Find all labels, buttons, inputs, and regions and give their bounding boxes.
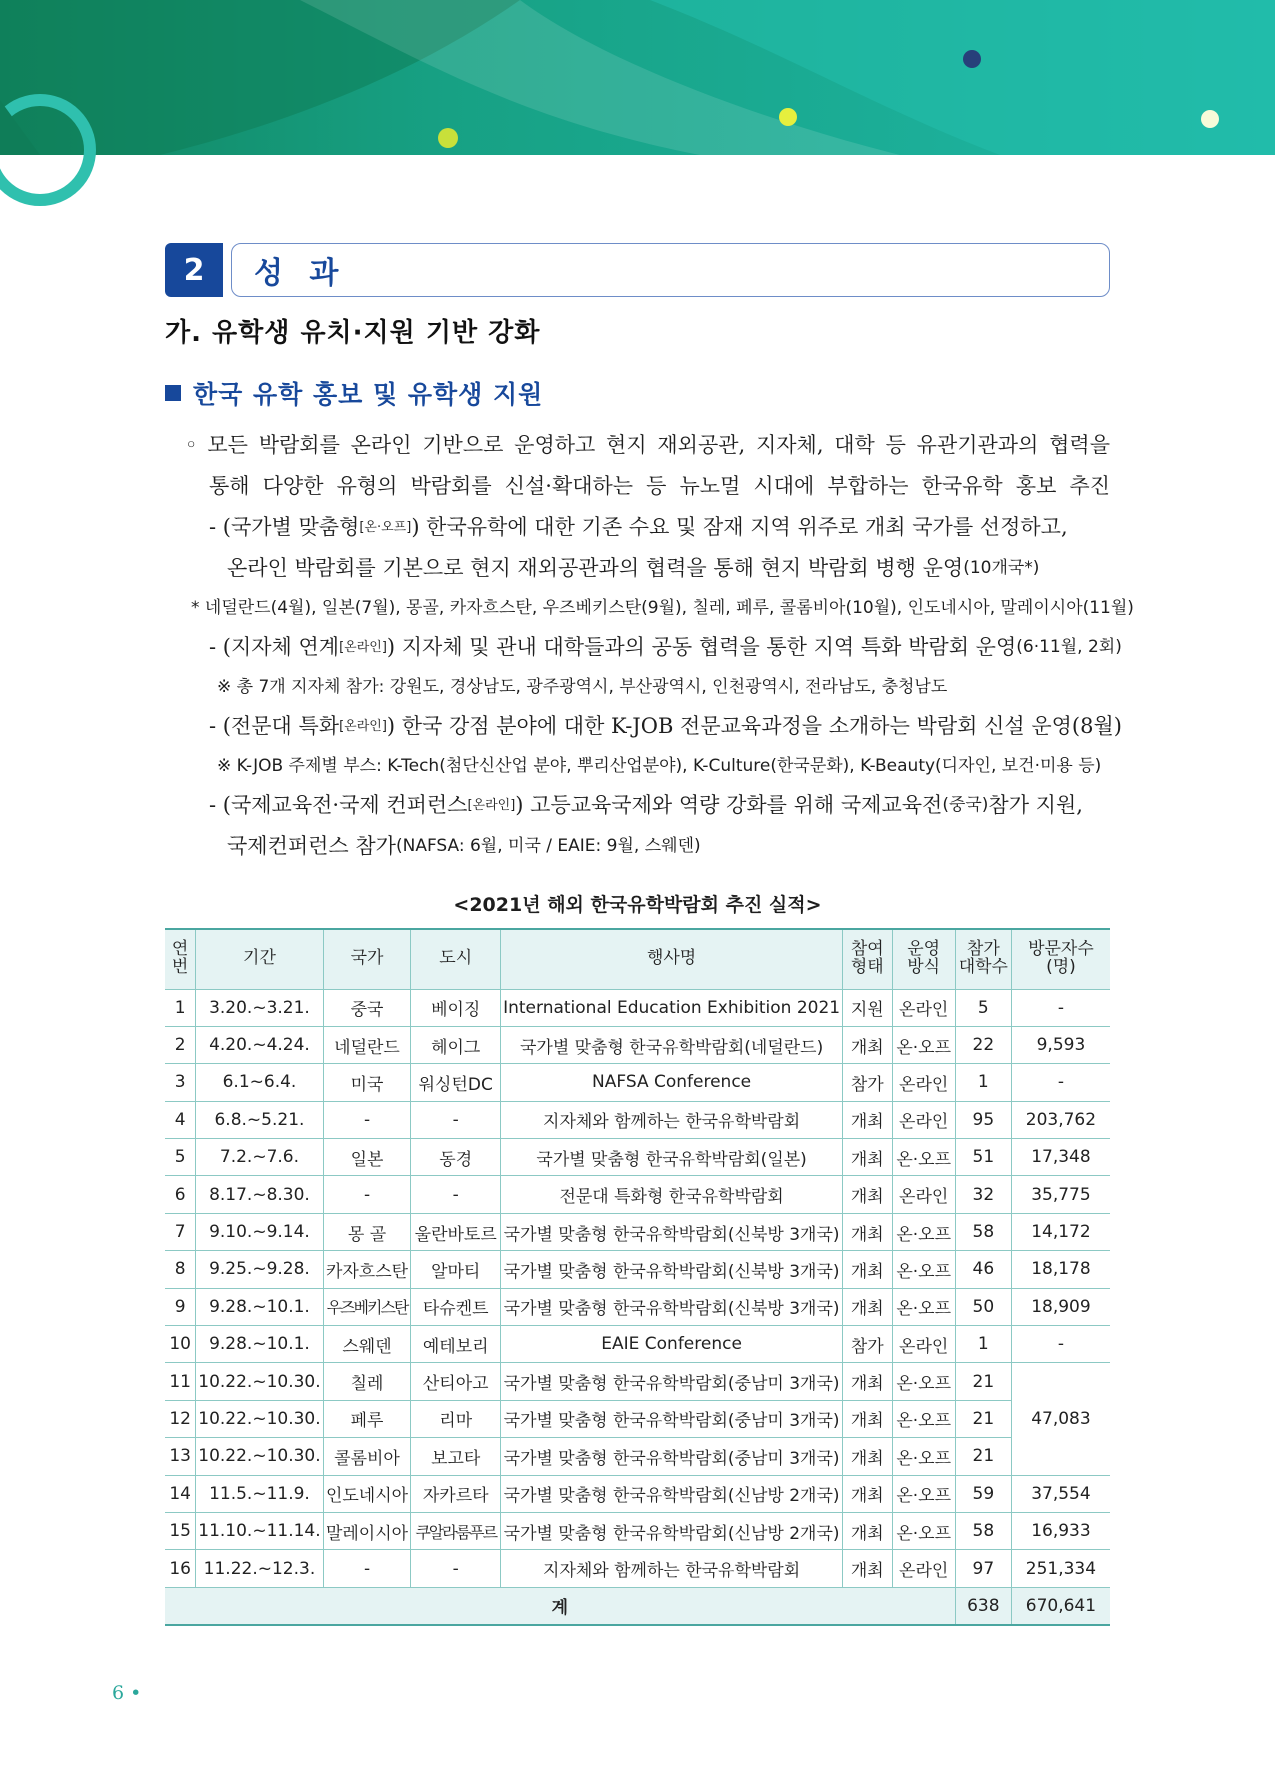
cell-mode: 온라인 (892, 1326, 955, 1363)
cell-period: 6.8.~5.21. (196, 1101, 323, 1138)
cell-period: 3.20.~3.21. (196, 989, 323, 1026)
topic-heading-text: 한국 유학 홍보 및 유학생 지원 (193, 380, 544, 409)
item-b-line-1 (185, 627, 1122, 668)
table-row (165, 1026, 1110, 1063)
item-b-note: ※ 총 7개 지자체 참가: 강원도, 경상남도, 광주광역시, 부산광역시, 인천광역시, 전라남도, 충청남도 (217, 677, 948, 697)
item-a-tag: [온·오프] (359, 520, 412, 535)
cell-type: 개최 (843, 1026, 892, 1063)
yellow-dot-icon (779, 108, 797, 126)
cell-country: - (323, 1176, 411, 1213)
cell-no: 11 (165, 1363, 196, 1400)
bullet-text-2: 통해 다양한 유형의 박람회를 신설·확대하는 등 뉴노멀 시대에 부합하는 한국유학 홍보 추진 (209, 474, 1110, 498)
cell-type: 개최 (843, 1400, 892, 1437)
col-header-period: 기간 (196, 929, 323, 989)
section-title-box (231, 243, 1110, 297)
cell-visitors: 18,909 (1011, 1288, 1110, 1325)
cell-visitors: 203,762 (1011, 1101, 1110, 1138)
cell-no: 7 (165, 1213, 196, 1250)
item-d-rest2: 참가 지원, (988, 793, 1083, 817)
table-row (165, 989, 1110, 1026)
cell-type: 개최 (843, 1475, 892, 1512)
subsection-heading: 가. 유학생 유치·지원 기반 강화 (165, 318, 541, 348)
item-c-lead: - (전문대 특화 (209, 714, 340, 738)
cell-no: 14 (165, 1475, 196, 1512)
cell-country: 미국 (323, 1064, 411, 1101)
cell-city: 알마티 (411, 1251, 501, 1288)
cell-city: - (411, 1176, 501, 1213)
table-row (165, 1176, 1110, 1213)
item-b-tag: [온라인] (339, 640, 387, 655)
cell-period: 7.2.~7.6. (196, 1139, 323, 1176)
cell-city: - (411, 1550, 501, 1587)
cell-univ: 22 (955, 1026, 1011, 1063)
col-header-univ: 참가 대학수 (955, 929, 1011, 989)
item-d-line-1 (185, 785, 1110, 826)
cell-city: 베이징 (411, 989, 501, 1026)
cell-type: 개최 (843, 1101, 892, 1138)
cell-no: 1 (165, 989, 196, 1026)
item-a-line-2 (185, 548, 1110, 589)
col-header-event: 행사명 (501, 929, 843, 989)
cell-type: 참가 (843, 1064, 892, 1101)
cell-event: 지자체와 함께하는 한국유학박람회 (501, 1101, 843, 1138)
cell-event: 국가별 맞춤형 한국유학박람회(신남방 2개국) (501, 1512, 843, 1549)
cell-type: 개최 (843, 1288, 892, 1325)
cell-city: 쿠알라룸푸르 (411, 1512, 501, 1549)
cell-mode: 온·오프 (892, 1363, 955, 1400)
topic-heading (165, 375, 543, 411)
item-d-small: (중국) (942, 795, 989, 815)
cell-type: 개최 (843, 1251, 892, 1288)
cell-type: 개최 (843, 1363, 892, 1400)
cell-univ: 97 (955, 1550, 1011, 1587)
cell-mode: 온·오프 (892, 1251, 955, 1288)
cell-period: 4.20.~4.24. (196, 1026, 323, 1063)
cell-visitors: 37,554 (1011, 1475, 1110, 1512)
cell-country: 우즈베키스탄 (323, 1288, 411, 1325)
cell-no: 6 (165, 1176, 196, 1213)
cell-univ: 1 (955, 1064, 1011, 1101)
cell-no: 16 (165, 1550, 196, 1587)
item-b-rest: ) 지자체 및 관내 대학들과의 공동 협력을 통한 지역 특화 박람회 운영 (386, 635, 1017, 659)
cell-univ: 58 (955, 1512, 1011, 1549)
col-header-no: 연 번 (165, 929, 196, 989)
cell-univ: 32 (955, 1176, 1011, 1213)
cell-univ: 59 (955, 1475, 1011, 1512)
item-a-line-1 (185, 507, 1110, 548)
col-header-type: 참여 형태 (843, 929, 892, 989)
cell-no: 3 (165, 1064, 196, 1101)
cell-visitors: - (1011, 989, 1110, 1026)
cell-visitors: - (1011, 1326, 1110, 1363)
cell-type: 개최 (843, 1139, 892, 1176)
table-caption: <2021년 해외 한국유학박람회 추진 실적> (453, 894, 822, 916)
item-c-tag: [온라인] (339, 719, 387, 734)
cell-event: 국가별 맞춤형 한국유학박람회(중남미 3개국) (501, 1363, 843, 1400)
total-visitors: 670,641 (1011, 1587, 1110, 1624)
cell-univ: 95 (955, 1101, 1011, 1138)
cell-univ: 58 (955, 1213, 1011, 1250)
cell-period: 11.5.~11.9. (196, 1475, 323, 1512)
table-row (165, 1400, 1110, 1437)
cell-city: - (411, 1101, 501, 1138)
total-label: 계 (165, 1587, 955, 1624)
cell-country: 중국 (323, 989, 411, 1026)
results-table (165, 928, 1110, 1626)
table-header-row (165, 929, 1110, 989)
cell-type: 지원 (843, 989, 892, 1026)
item-d-line2-text: 국제컨퍼런스 참가 (227, 834, 396, 858)
item-a-rest: ) 한국유학에 대한 기존 수요 및 잠재 지역 위주로 개최 국가를 선정하고, (411, 515, 1068, 539)
cell-period: 11.10.~11.14. (196, 1512, 323, 1549)
bullet-line-1 (185, 425, 1110, 466)
item-d-lead: - (국제교육전·국제 컨퍼런스 (209, 793, 468, 817)
cell-city: 워싱턴DC (411, 1064, 501, 1101)
cell-country: 스웨덴 (323, 1326, 411, 1363)
cell-visitors: 35,775 (1011, 1176, 1110, 1213)
cell-mode: 온라인 (892, 1101, 955, 1138)
table-row (165, 1438, 1110, 1475)
table-row (165, 1288, 1110, 1325)
cell-period: 10.22.~10.30. (196, 1400, 323, 1437)
cell-type: 개최 (843, 1176, 892, 1213)
cell-no: 2 (165, 1026, 196, 1063)
page-number: 6 • (112, 1682, 142, 1704)
cell-mode: 온·오프 (892, 1438, 955, 1475)
cell-country: 네덜란드 (323, 1026, 411, 1063)
col-header-country: 국가 (323, 929, 411, 989)
item-d-line2-small: (NAFSA: 6월, 미국 / EAIE: 9월, 스웨덴) (395, 836, 701, 856)
table-row (165, 1550, 1110, 1587)
cell-city: 헤이그 (411, 1026, 501, 1063)
cell-period: 9.10.~9.14. (196, 1213, 323, 1250)
cell-country: 페루 (323, 1400, 411, 1437)
item-a-line2-small: (10개국*) (963, 558, 1040, 578)
cell-mode: 온·오프 (892, 1475, 955, 1512)
cell-period: 9.25.~9.28. (196, 1251, 323, 1288)
col-header-visitors: 방문자수 (명) (1011, 929, 1110, 989)
cell-city: 보고타 (411, 1438, 501, 1475)
item-d-tag: [온라인] (467, 798, 516, 813)
cell-event: NAFSA Conference (501, 1064, 843, 1101)
cell-univ: 21 (955, 1438, 1011, 1475)
table-row (165, 1064, 1110, 1101)
cell-city: 산티아고 (411, 1363, 501, 1400)
cell-event: 국가별 맞춤형 한국유학박람회(네덜란드) (501, 1026, 843, 1063)
cell-type: 참가 (843, 1326, 892, 1363)
cell-no: 13 (165, 1438, 196, 1475)
cell-no: 4 (165, 1101, 196, 1138)
body-text (185, 425, 1134, 867)
cell-event: 지자체와 함께하는 한국유학박람회 (501, 1550, 843, 1587)
cell-mode: 온라인 (892, 989, 955, 1026)
cell-type: 개최 (843, 1438, 892, 1475)
cell-visitors: 251,334 (1011, 1550, 1110, 1587)
cell-city: 동경 (411, 1139, 501, 1176)
cell-country: - (323, 1550, 411, 1587)
navy-dot-icon (963, 50, 981, 68)
cell-event: 국가별 맞춤형 한국유학박람회(신북방 3개국) (501, 1288, 843, 1325)
cell-visitors: 47,083 (1011, 1363, 1110, 1475)
cell-mode: 온·오프 (892, 1213, 955, 1250)
cell-period: 11.22.~12.3. (196, 1550, 323, 1587)
cell-period: 10.22.~10.30. (196, 1438, 323, 1475)
item-d-line-2 (185, 826, 1110, 867)
item-b-small: (6·11월, 2회) (1016, 637, 1122, 657)
col-header-mode: 운영 방식 (892, 929, 955, 989)
header-decoration (0, 0, 1275, 220)
section-title: 성 과 (254, 256, 347, 291)
table-row (165, 1213, 1110, 1250)
cell-country: - (323, 1101, 411, 1138)
cell-univ: 46 (955, 1251, 1011, 1288)
cell-no: 9 (165, 1288, 196, 1325)
item-a-line2-text: 온라인 박람회를 기본으로 현지 재외공관과의 협력을 통해 현지 박람회 병행 운영 (227, 556, 964, 580)
cell-event: 국가별 맞춤형 한국유학박람회(신북방 3개국) (501, 1251, 843, 1288)
table-row (165, 1475, 1110, 1512)
item-d-rest: ) 고등교육국제와 역량 강화를 위해 국제교육전 (515, 793, 943, 817)
cell-event: 국가별 맞춤형 한국유학박람회(신북방 3개국) (501, 1213, 843, 1250)
cell-mode: 온라인 (892, 1550, 955, 1587)
table-row (165, 1139, 1110, 1176)
cell-no: 8 (165, 1251, 196, 1288)
cell-mode: 온·오프 (892, 1400, 955, 1437)
cell-period: 8.17.~8.30. (196, 1176, 323, 1213)
cell-mode: 온·오프 (892, 1026, 955, 1063)
table-row (165, 1251, 1110, 1288)
cell-type: 개최 (843, 1550, 892, 1587)
cell-mode: 온·오프 (892, 1288, 955, 1325)
item-a-lead: - (국가별 맞춤형 (209, 515, 360, 539)
light-dot-icon (1201, 110, 1219, 128)
cell-city: 울란바토르 (411, 1213, 501, 1250)
table-row (165, 1101, 1110, 1138)
cell-event: 전문대 특화형 한국유학박람회 (501, 1176, 843, 1213)
cell-period: 9.28.~10.1. (196, 1326, 323, 1363)
cell-country: 인도네시아 (323, 1475, 411, 1512)
cell-visitors: 9,593 (1011, 1026, 1110, 1063)
cell-event: 국가별 맞춤형 한국유학박람회(중남미 3개국) (501, 1400, 843, 1437)
cell-mode: 온라인 (892, 1064, 955, 1101)
item-c-note: ※ K-JOB 주제별 부스: K-Tech(첨단신산업 분야, 뿌리산업분야), K-Culture(한국문화), K-Beauty(디자인, 보건·미용 등) (217, 756, 1102, 776)
table-row (165, 1363, 1110, 1400)
cell-univ: 50 (955, 1288, 1011, 1325)
bullet-mark: ◦ (185, 433, 198, 457)
cell-univ: 1 (955, 1326, 1011, 1363)
cell-visitors: 16,933 (1011, 1512, 1110, 1549)
cell-city: 자카르타 (411, 1475, 501, 1512)
item-c-line-1 (185, 706, 1122, 747)
cell-country: 카자흐스탄 (323, 1251, 411, 1288)
cell-mode: 온라인 (892, 1176, 955, 1213)
cell-event: 국가별 맞춤형 한국유학박람회(신남방 2개국) (501, 1475, 843, 1512)
cell-event: International Education Exhibition 2021 (501, 989, 843, 1026)
cell-mode: 온·오프 (892, 1512, 955, 1549)
cell-period: 6.1~6.4. (196, 1064, 323, 1101)
bullet-text-1: 모든 박람회를 온라인 기반으로 운영하고 현지 재외공관, 지자체, 대학 등 유관기관과의 협력을 (207, 433, 1110, 457)
cell-country: 일본 (323, 1139, 411, 1176)
item-c-rest: ) 한국 강점 분야에 대한 K-JOB 전문교육과정을 소개하는 박람회 신설 운영(8월) (386, 714, 1122, 738)
cell-type: 개최 (843, 1213, 892, 1250)
cell-no: 5 (165, 1139, 196, 1176)
item-a-note: * 네덜란드(4월), 일본(7월), 몽골, 카자흐스탄, 우즈베키스탄(9월), 칠레, 페루, 콜롬비아(10월), 인도네시아, 말레이시아(11월) (191, 598, 1134, 618)
cell-univ: 51 (955, 1139, 1011, 1176)
cell-no: 12 (165, 1400, 196, 1437)
cell-event: EAIE Conference (501, 1326, 843, 1363)
cell-type: 개최 (843, 1512, 892, 1549)
cell-no: 10 (165, 1326, 196, 1363)
cell-visitors: - (1011, 1064, 1110, 1101)
cell-period: 9.28.~10.1. (196, 1288, 323, 1325)
cell-univ: 21 (955, 1363, 1011, 1400)
cell-visitors: 17,348 (1011, 1139, 1110, 1176)
cell-city: 예테보리 (411, 1326, 501, 1363)
section-number: 2 (165, 243, 223, 297)
square-bullet-icon (165, 385, 181, 401)
cell-visitors: 14,172 (1011, 1213, 1110, 1250)
section-heading (165, 243, 1110, 297)
table-row (165, 1326, 1110, 1363)
cell-city: 타슈켄트 (411, 1288, 501, 1325)
cell-city: 리마 (411, 1400, 501, 1437)
cell-no: 15 (165, 1512, 196, 1549)
table-row (165, 1512, 1110, 1549)
cell-event: 국가별 맞춤형 한국유학박람회(일본) (501, 1139, 843, 1176)
cell-country: 콜롬비아 (323, 1438, 411, 1475)
cell-univ: 21 (955, 1400, 1011, 1437)
cell-event: 국가별 맞춤형 한국유학박람회(중남미 3개국) (501, 1438, 843, 1475)
cell-period: 10.22.~10.30. (196, 1363, 323, 1400)
table-total-row (165, 1587, 1110, 1624)
cell-univ: 5 (955, 989, 1011, 1026)
cell-country: 칠레 (323, 1363, 411, 1400)
lime-dot-icon (438, 128, 458, 148)
col-header-city: 도시 (411, 929, 501, 989)
cell-visitors: 18,178 (1011, 1251, 1110, 1288)
total-univ: 638 (955, 1587, 1011, 1624)
bullet-line-2 (185, 466, 1110, 507)
cell-country: 몽 골 (323, 1213, 411, 1250)
cell-country: 말레이시아 (323, 1512, 411, 1549)
cell-mode: 온·오프 (892, 1139, 955, 1176)
item-b-lead: - (지자체 연계 (209, 635, 340, 659)
